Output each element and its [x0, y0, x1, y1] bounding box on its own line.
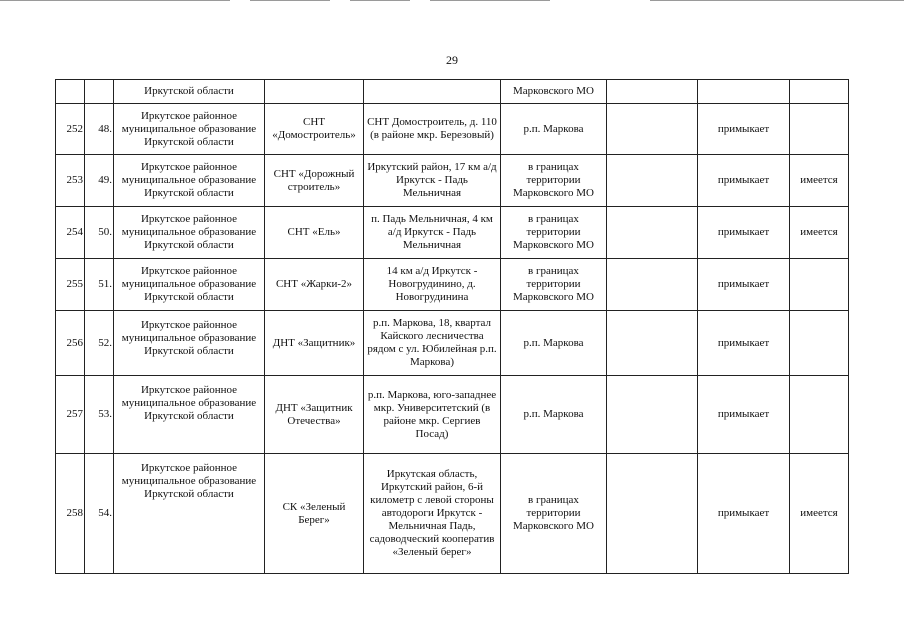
cell-name: СНТ «Дорожный строитель»	[265, 155, 364, 207]
cell-municipality: Иркутское районное муниципальное образование Иркутской области	[114, 311, 265, 376]
cell-name: СК «Зеленый Берег»	[265, 454, 364, 574]
cell-col7	[607, 311, 698, 376]
cell-num	[56, 80, 85, 104]
table-row-continuation	[56, 80, 849, 104]
cell-adjacency: примыкает	[698, 104, 790, 155]
cell-num: 255	[56, 259, 85, 311]
cell-name: СНТ «Ель»	[265, 207, 364, 259]
cell-municipality: Иркутской области	[114, 80, 265, 104]
cell-col7	[607, 80, 698, 104]
cell-col9: имеется	[790, 155, 849, 207]
cell-adjacency: примыкает	[698, 311, 790, 376]
cell-adjacency	[698, 80, 790, 104]
cell-location: р.п. Маркова	[501, 104, 607, 155]
cell-location: в границах территории Марковского МО	[501, 259, 607, 311]
cell-sub: 54.	[85, 454, 114, 574]
cell-num: 257	[56, 376, 85, 454]
cell-location: р.п. Маркова	[501, 311, 607, 376]
cell-name	[265, 80, 364, 104]
cell-address: п. Падь Мельничная, 4 км а/д Иркутск - Падь Мельничная	[364, 207, 501, 259]
table-row	[56, 155, 849, 207]
page-number: 29	[446, 53, 458, 67]
cell-col9: имеется	[790, 454, 849, 574]
cell-num: 256	[56, 311, 85, 376]
table-row	[56, 259, 849, 311]
cell-address: СНТ Домостроитель, д. 110 (в районе мкр. Березовый)	[364, 104, 501, 155]
cell-num: 252	[56, 104, 85, 155]
cell-name: СНТ «Жарки-2»	[265, 259, 364, 311]
cell-num: 254	[56, 207, 85, 259]
cell-sub: 51.	[85, 259, 114, 311]
cell-location: р.п. Маркова	[501, 376, 607, 454]
cell-address: р.п. Маркова, юго-западнее мкр. Университетский (в районе мкр. Сергиев Посад)	[364, 376, 501, 454]
cell-col9	[790, 80, 849, 104]
cell-sub: 50.	[85, 207, 114, 259]
cell-adjacency: примыкает	[698, 207, 790, 259]
table-row	[56, 454, 849, 574]
cell-sub	[85, 80, 114, 104]
cell-adjacency: примыкает	[698, 155, 790, 207]
cell-municipality: Иркутское районное муниципальное образование Иркутской области	[114, 104, 265, 155]
cell-location: в границах территории Марковского МО	[501, 155, 607, 207]
cell-col9	[790, 311, 849, 376]
cell-location: в границах территории Марковского МО	[501, 454, 607, 574]
table-row	[56, 376, 849, 454]
cell-col7	[607, 207, 698, 259]
cell-col9: имеется	[790, 207, 849, 259]
cell-location: в границах территории Марковского МО	[501, 207, 607, 259]
cell-municipality: Иркутское районное муниципальное образование Иркутской области	[114, 155, 265, 207]
cell-address	[364, 80, 501, 104]
cell-col7	[607, 104, 698, 155]
cell-num: 253	[56, 155, 85, 207]
cell-municipality: Иркутское районное муниципальное образование Иркутской области	[114, 259, 265, 311]
cell-name: ДНТ «Защитник»	[265, 311, 364, 376]
cell-adjacency: примыкает	[698, 454, 790, 574]
table-row	[56, 104, 849, 155]
cell-col7	[607, 376, 698, 454]
cell-municipality: Иркутское районное муниципальное образование Иркутской области	[114, 207, 265, 259]
cell-sub: 49.	[85, 155, 114, 207]
cell-address: Иркутский район, 17 км а/д Иркутск - Падь Мельничная	[364, 155, 501, 207]
cell-adjacency: примыкает	[698, 259, 790, 311]
cell-municipality: Иркутское районное муниципальное образование Иркутской области	[114, 376, 265, 454]
cell-sub: 53.	[85, 376, 114, 454]
cell-col9	[790, 376, 849, 454]
cell-col7	[607, 454, 698, 574]
table-row	[56, 207, 849, 259]
cell-num: 258	[56, 454, 85, 574]
cell-address: 14 км а/д Иркутск - Новогрудинино, д. Новогрудинина	[364, 259, 501, 311]
cell-municipality: Иркутское районное муниципальное образование Иркутской области	[114, 454, 265, 574]
cell-name: СНТ «Домостроитель»	[265, 104, 364, 155]
scan-top-edge	[0, 0, 904, 2]
cell-address: р.п. Маркова, 18, квартал Кайского лесничества рядом с ул. Юбилейная р.п. Маркова)	[364, 311, 501, 376]
cell-location: Марковского МО	[501, 80, 607, 104]
cell-col9	[790, 104, 849, 155]
registry-table	[55, 79, 849, 574]
cell-col7	[607, 259, 698, 311]
cell-col9	[790, 259, 849, 311]
cell-adjacency: примыкает	[698, 376, 790, 454]
table-row	[56, 311, 849, 376]
cell-address: Иркутская область, Иркутский район, 6-й километр с левой стороны автодороги Иркутск - Мельничная Падь, садоводческий кооператив «Зеленый берег»	[364, 454, 501, 574]
cell-sub: 52.	[85, 311, 114, 376]
cell-sub: 48.	[85, 104, 114, 155]
cell-col7	[607, 155, 698, 207]
cell-name: ДНТ «Защитник Отечества»	[265, 376, 364, 454]
